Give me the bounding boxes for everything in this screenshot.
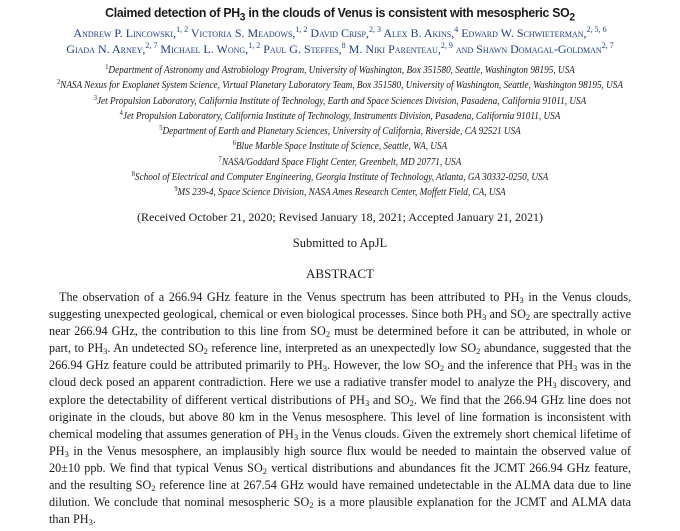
paper-title [24, 5, 656, 24]
author-affiliation-marker: 2, 3 [368, 25, 381, 34]
abstract-body [49, 289, 631, 528]
abstract-text: and SO [369, 392, 410, 407]
abstract-text: is a more plausible explanation for the JCMT and ALMA data than PH [49, 495, 632, 527]
abstract-text: reference line, interpreted as an unexpectedly low SO [207, 341, 477, 356]
abstract-text: . [92, 512, 96, 527]
author-name: Michael L. Wong, [160, 42, 249, 56]
chemical-subscript: 2 [409, 397, 414, 408]
author-name: David Crisp, [310, 26, 369, 40]
author-name: Edward W. Schwieterman, [461, 26, 587, 40]
chemical-subscript: 2 [203, 346, 208, 357]
author-affiliation-marker: 1, 2 [295, 25, 308, 34]
affiliation-line [27, 109, 653, 124]
author-affiliation-marker: 2, 7 [601, 41, 614, 50]
affiliation-line [27, 63, 653, 78]
affiliation-text: Blue Marble Space Institute of Science, Seattle, WA, USA [236, 141, 448, 153]
affiliation-number: 6 [232, 139, 237, 148]
affiliation-number: 4 [119, 108, 123, 117]
affiliation-number: 1 [105, 63, 109, 71]
affiliation-line [27, 78, 653, 93]
author-affiliation-marker: 2, 9 [440, 41, 453, 50]
affiliation-text: Department of Astronomy and Astrobiology Program, University of Washington, Box 351580, Seattle, Washington 98195, USA [108, 65, 575, 76]
affiliation-line [27, 124, 653, 139]
chemical-subscript: 3 [88, 517, 93, 528]
chemical-subscript: 3 [322, 363, 327, 374]
affiliation-list [0, 63, 680, 201]
chemical-subscript: 3 [364, 397, 370, 408]
affiliation-text: Jet Propulsion Laboratory, California Institute of Technology, Earth and Space Sciences Division, Pasadena, California 91011, USA [96, 95, 587, 107]
abstract-text: was in the cloud deck posed an apparent contradiction. Here we use a radiative transfer model to analyze the PH [49, 358, 631, 390]
chemical-subscript: 3 [482, 312, 487, 323]
abstract-text: and the inference that PH [444, 358, 574, 373]
abstract-text: discovery, and explore the detectability of different vertical distributions of PH [49, 375, 632, 407]
affiliation-line [27, 94, 653, 109]
affiliation-line [27, 139, 653, 154]
affiliation-text: NASA/Goddard Space Flight Center, Greenbelt, MD 20771, USA [221, 156, 462, 168]
chemical-subscript: 2 [325, 329, 331, 340]
title-text-part-2: in the clouds of Venus is consistent with mesospheric SO [245, 5, 570, 20]
abstract-text: . We find that the 266.94 GHz line does not originate in the clouds, but above 80 km in the Venus mesosphere. This level of line formation is inconsistent with chemical modeling that assumes generation of PH [49, 392, 631, 441]
affiliation-text: NASA Nexus for Exoplanet System Science, Virtual Planetary Laboratory Team, Box 351580, University of Washington, Seattle, Washington 98195, USA [60, 80, 624, 92]
title-subscript-1: 3 [239, 11, 246, 24]
chemical-subscript: 3 [519, 295, 524, 305]
author-affiliation-marker: 4 [454, 25, 459, 34]
abstract-text: in the Venus mesosphere, an implausibly high source flux would be needed to maintain the observed value of 20±10 ppb. We find that typical Venus SO [49, 443, 631, 475]
title-text-part-1: Claimed detection of PH [105, 5, 240, 20]
affiliation-text: Department of Earth and Planetary Sciences, University of California, Riverside, CA 92521 USA [162, 126, 521, 138]
author-name: M. Niki Parenteau, [348, 42, 441, 56]
received-dates: (Received October 21, 2020; Revised January 18, 2021; Accepted January 21, 2021) [137, 210, 543, 224]
affiliation-line [27, 185, 653, 200]
abstract-text: reference line at 267.54 GHz would have remained undetectable in the ALMA data due to line dilution. We conclude that nominal mesospheric SO [49, 478, 632, 510]
author-name: and Shawn Domagal-Goldman [455, 42, 602, 56]
title-subscript-2: 2 [569, 11, 575, 24]
author-affiliation-marker: 8 [341, 41, 346, 50]
abstract-text: in the Venus clouds, suggesting unexpected geological, chemical or even biological processes. Since both PH [49, 290, 631, 322]
chemical-subscript: 3 [293, 431, 299, 442]
affiliation-text: MS 239-4, Space Science Division, NASA Ames Research Center, Moffett Field, CA, USA [177, 187, 506, 199]
chemical-subscript: 2 [525, 312, 531, 323]
affiliation-number: 2 [56, 78, 61, 87]
abstract-text: in the Venus clouds. Given the extremely short chemical lifetime of PH [49, 426, 631, 458]
chemical-subscript: 3 [64, 448, 69, 459]
chemical-subscript: 2 [476, 346, 481, 357]
abstract-text: vertical distributions and abundances fit the JCMT 266.94 GHz feature, and the resulting SO [49, 460, 632, 493]
author-affiliation-marker: 1, 2 [176, 25, 189, 34]
author-name: Alex B. Akins, [383, 26, 455, 40]
affiliation-number: 9 [174, 185, 178, 194]
abstract-text: are spectrally active near 266.94 GHz, the contribution to this line from SO [49, 307, 631, 339]
chemical-subscript: 3 [103, 346, 108, 357]
affiliation-text: Jet Propulsion Laboratory, California Institute of Technology, Instruments Division, Pasadena, California 91011, USA [122, 110, 561, 122]
chemical-subscript: 2 [439, 363, 445, 374]
abstract-text: abundance, suggested that the 266.94 GHz feature could be attributed primarily to PH [49, 341, 631, 373]
abstract-text: . However, the low SO [326, 358, 440, 373]
affiliation-number: 8 [131, 170, 135, 179]
abstract-text: must be determined before it can be attributed, in whole or part, to PH [49, 324, 631, 356]
abstract-heading: ABSTRACT [306, 266, 374, 281]
author-name: Paul G. Steffes, [263, 42, 342, 56]
author-affiliation-marker: 2, 5, 6 [586, 25, 607, 34]
abstract-text: . An undetected SO [107, 341, 204, 356]
chemical-subscript: 3 [552, 380, 557, 391]
author-name: Andrew P. Lincowski, [73, 26, 177, 40]
author-affiliation-marker: 1, 2 [248, 41, 261, 50]
affiliation-number: 7 [218, 154, 222, 163]
chemical-subscript: 2 [309, 500, 314, 511]
submission-note: Submitted to ApJL [292, 236, 388, 250]
affiliation-line [27, 170, 653, 185]
abstract-text: and SO [486, 307, 526, 322]
author-affiliation-marker: 2, 7 [145, 41, 158, 50]
affiliation-line [27, 155, 653, 170]
affiliation-text: School of Electrical and Computer Engineering, Georgia Institute of Technology, Atlanta, GA 30332-0250, USA [134, 172, 549, 184]
chemical-subscript: 2 [262, 465, 267, 476]
author-name: Giada N. Arney, [66, 42, 146, 56]
abstract-text: The observation of a 266.94 GHz feature in the Venus spectrum has been attributed to PH [59, 290, 520, 304]
author-name: Victoria S. Meadows, [190, 26, 296, 40]
chemical-subscript: 3 [573, 363, 578, 374]
affiliation-number: 5 [159, 124, 163, 133]
chemical-subscript: 2 [151, 483, 156, 494]
affiliation-number: 3 [93, 93, 97, 102]
author-list [0, 25, 680, 57]
